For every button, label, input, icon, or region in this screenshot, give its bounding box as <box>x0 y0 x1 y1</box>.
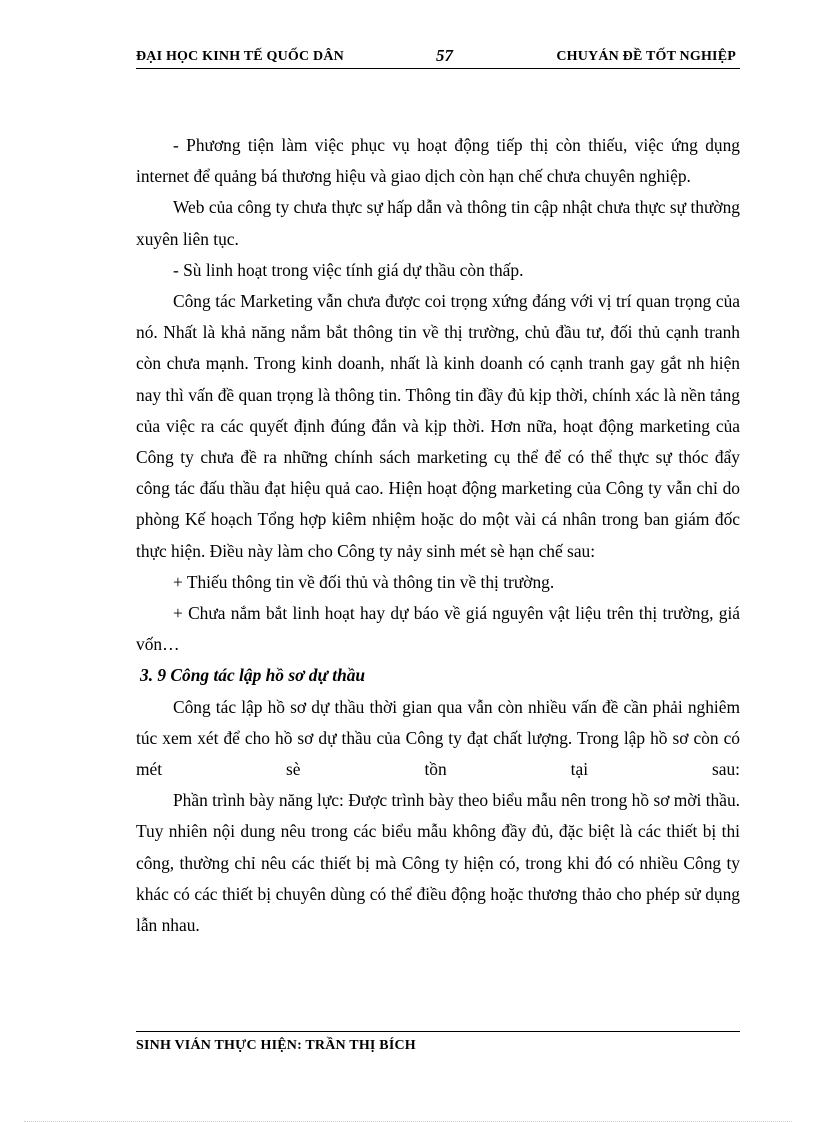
page-footer <box>136 1031 740 1054</box>
student-name: SINH VIÁN THỰC HIỆN: TRẦN THỊ BÍCH <box>136 1038 416 1053</box>
page-number: 57 <box>436 46 453 65</box>
section-heading: 3. 9 Công tác lập hồ sơ dự thầu <box>140 665 366 686</box>
paragraph-3: - Sù linh hoạt trong việc tính giá dự thầu còn thấp. <box>173 259 524 280</box>
paragraph-7: Công tác lập hồ sơ dự thầu thời gian qua vẫn còn nhiều vấn đề cần phải nghiêm túc xem xét để cho hồ sơ dự thầu của Công ty đạt chất lượng. Trong lập hồ sơ còn có mét sè tồn tại sau: <box>136 696 740 780</box>
paragraph-4: Công tác Marketing vẫn chưa được coi trọng xứng đáng với vị trí quan trọng của nó. Nhất là khả năng nắm bắt thông tin về thị trường, chủ đầu tư, đối thủ cạnh tranh còn chưa mạnh. Trong kinh doanh, nhất là kinh doanh có cạnh tranh gay gắt nh hiện nay thì vấn đề quan trọng là thông tin. Thông tin đầy đủ kịp thời, chính xác là nền tảng của việc ra các quyết định đúng đắn và kịp thời. Hơn nữa, hoạt động marketing của Công ty chưa đề ra những chính sách marketing cụ thể để có thể thực sự thóc đẩy công tác đấu thầu đạt hiệu quả cao. Hiện hoạt động marketing của Công ty vẫn chỉ do phòng Kế hoạch Tổng hợp kiêm nhiệm hoặc do một vài cá nhân trong ban giám đốc thực hiện. Điều này làm cho Công ty nảy sinh mét sè hạn chế sau: <box>136 291 740 561</box>
page-edge-divider <box>24 1121 792 1122</box>
paragraph-6: + Chưa nắm bắt linh hoạt hay dự báo về giá nguyên vật liệu trên thị trường, giá vốn… <box>136 603 740 655</box>
paragraph-1: - Phương tiện làm việc phục vụ hoạt động tiếp thị còn thiếu, việc ứng dụng internet để quảng bá thương hiệu và giao dịch còn hạn chế chưa chuyên nghiệp. <box>136 135 740 187</box>
university-name: ĐẠI HỌC KINH TẾ QUỐC DÂN <box>136 49 344 64</box>
paragraph-5: + Thiếu thông tin về đối thủ và thông tin về thị trường. <box>173 571 555 592</box>
paragraph-2: Web của công ty chưa thực sự hấp dẫn và thông tin cập nhật chưa thực sự thường xuyên liên tục. <box>136 197 740 249</box>
page-header <box>136 48 740 69</box>
page-body <box>136 130 740 941</box>
thesis-label: CHUYÁN ĐỀ TỐT NGHIỆP <box>556 49 736 64</box>
paragraph-8: Phần trình bày năng lực: Được trình bày theo biểu mẫu nên trong hồ sơ mời thầu. Tuy nhiên nội dung nêu trong các biểu mẫu không đầy đủ, đặc biệt là các thiết bị thi công, thường chỉ nêu các thiết bị mà Công ty hiện có, trong khi đó có nhiều Công ty khác có các thiết bị chuyên dùng có thể điều động hoặc thương thảo cho phép sử dụng lẫn nhau. <box>136 790 740 936</box>
